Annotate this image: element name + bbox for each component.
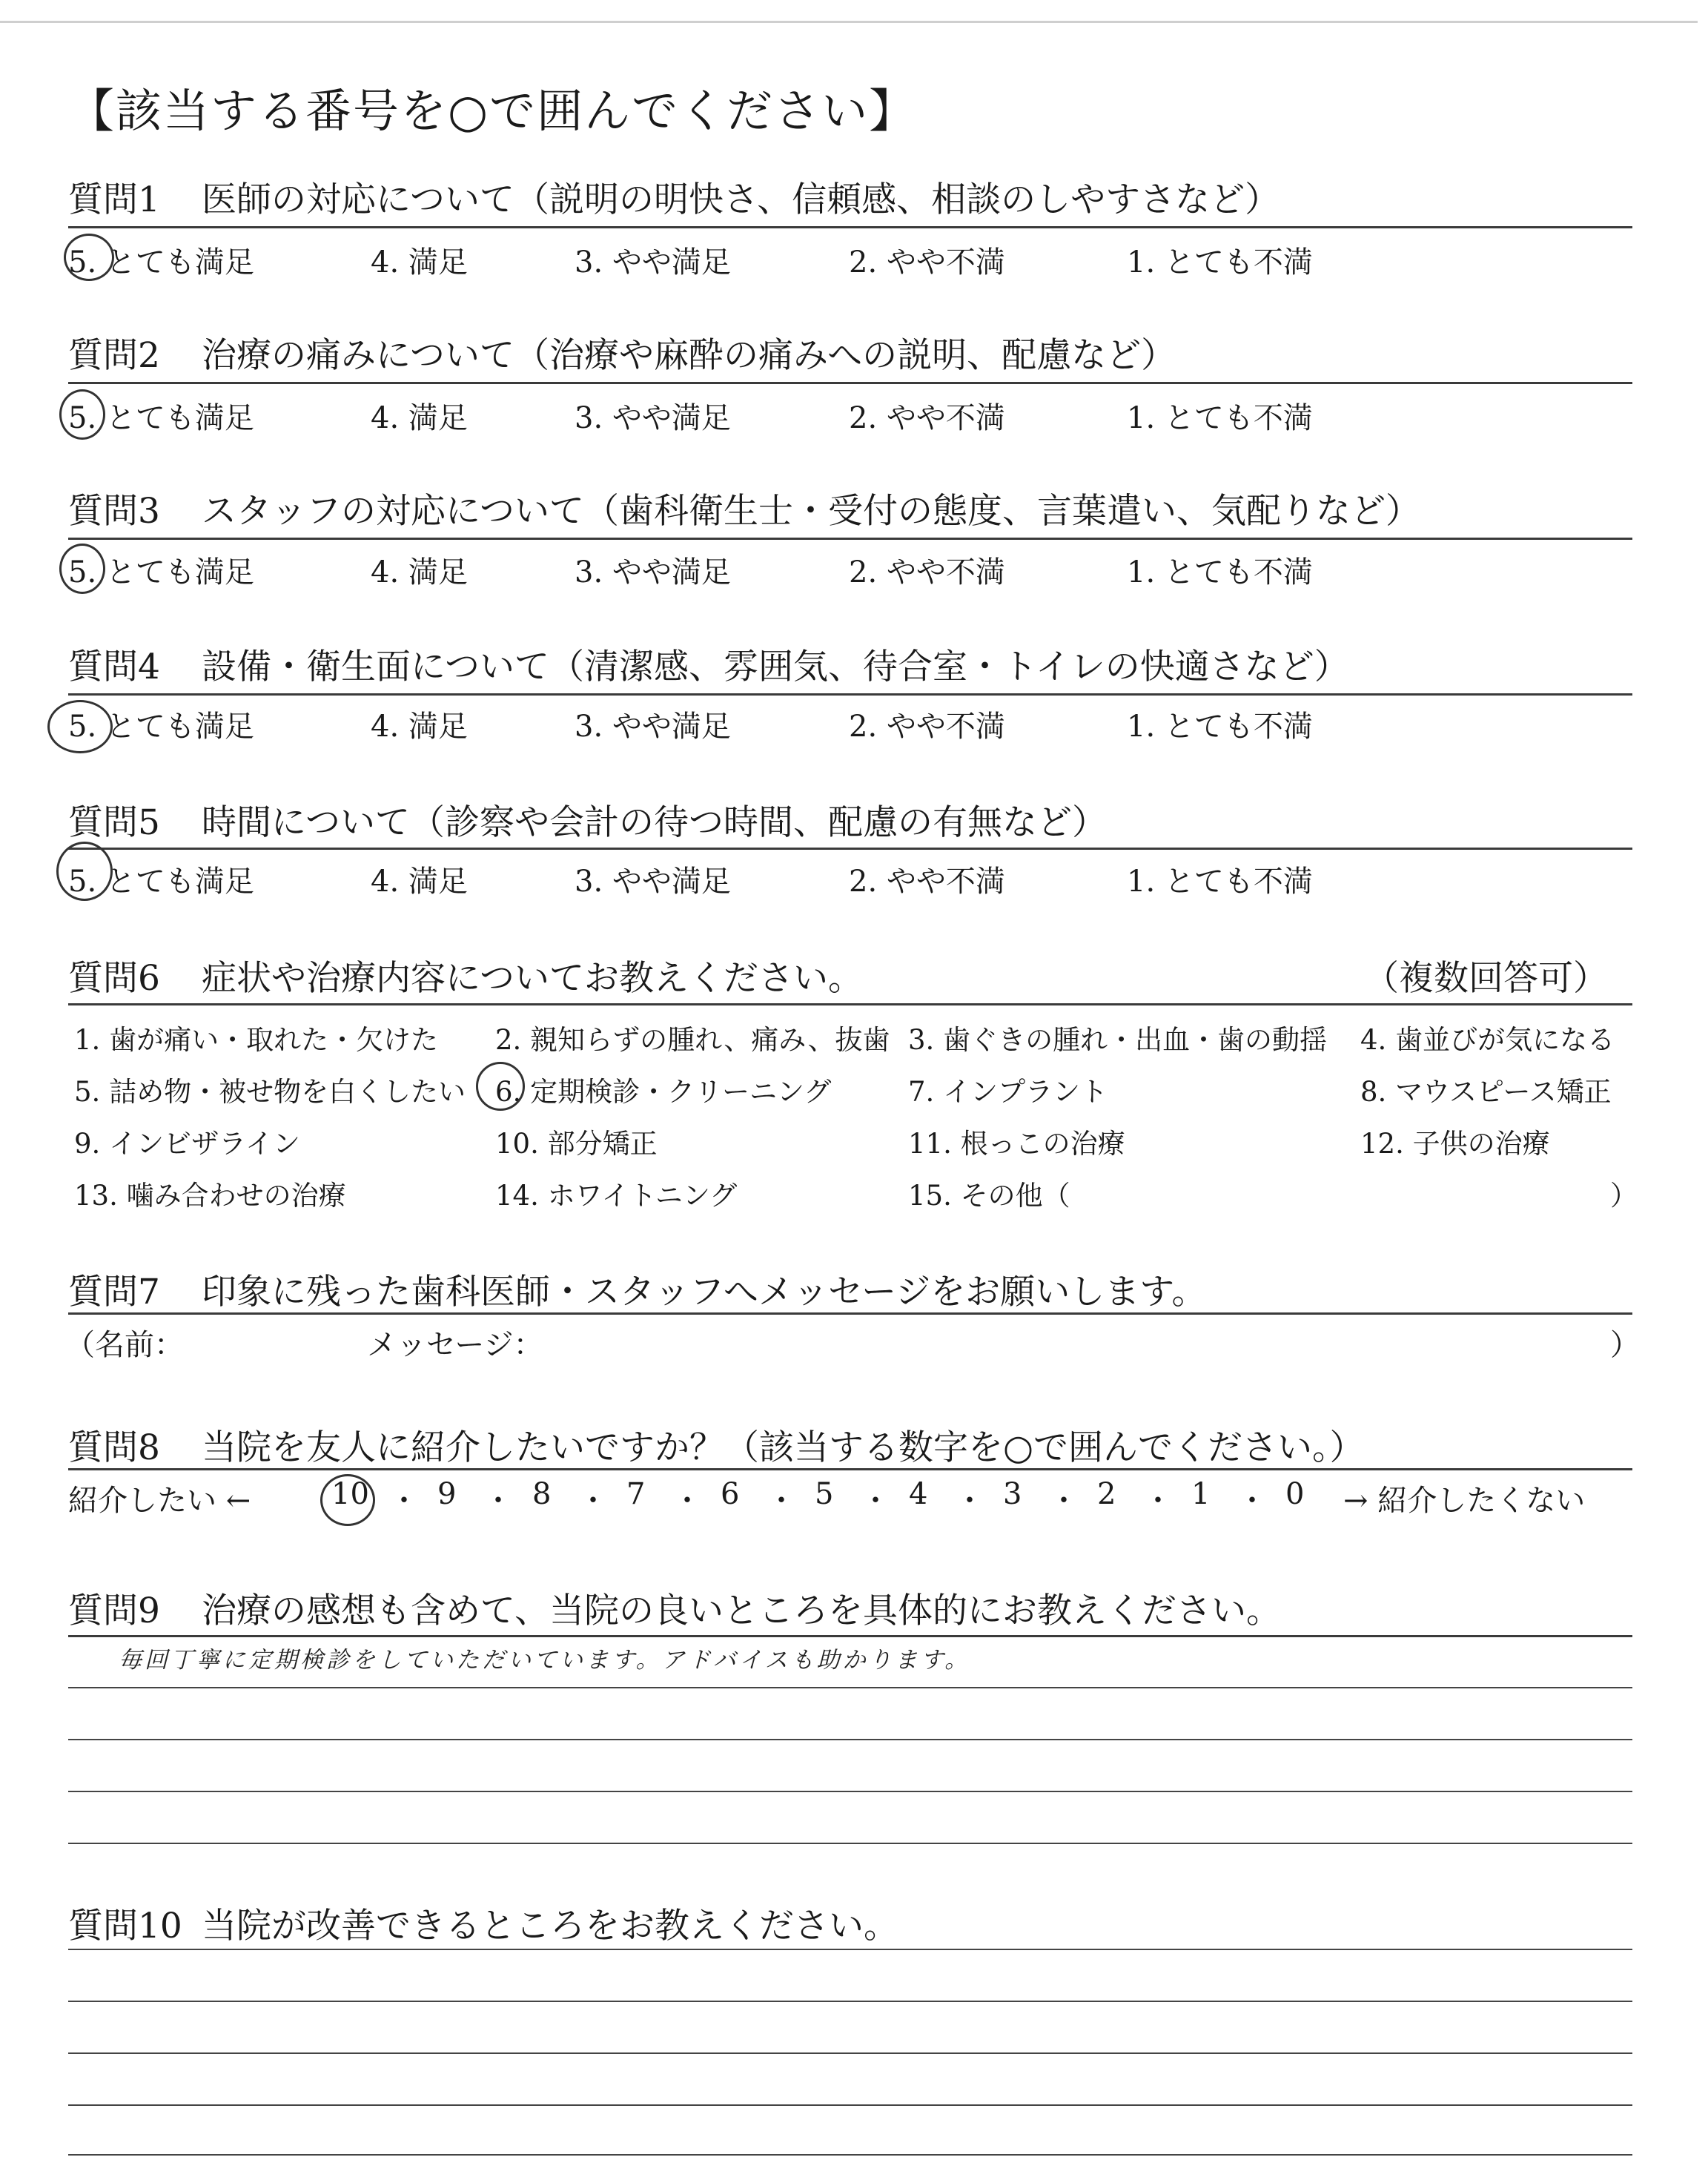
question-number: 質問8 <box>68 1427 160 1468</box>
selected-answer-circle <box>476 1062 525 1111</box>
answer-line <box>68 1791 1632 1792</box>
option-1[interactable]: 1. とても不満 <box>1127 710 1313 744</box>
option-5[interactable]: 5. とても満足 <box>68 710 254 744</box>
question-text: 時間について（診察や会計の待つ時間、配慮の有無など） <box>202 802 1108 843</box>
answer-line <box>68 1739 1632 1740</box>
scale-5[interactable]: 5 <box>815 1477 834 1511</box>
option-3[interactable]: 3. やや満足 <box>575 865 731 899</box>
option-4[interactable]: 4. 満足 <box>371 555 468 589</box>
symptom-item-11[interactable]: 11. 根っこの治療 <box>908 1128 1125 1160</box>
symptom-item-2[interactable]: 2. 親知らずの腫れ、痛み、抜歯 <box>495 1024 890 1056</box>
scale-separator: ・ <box>861 1484 890 1518</box>
other-close-paren: ） <box>1610 1180 1638 1212</box>
question-2 <box>68 328 1176 377</box>
scale-0[interactable]: 0 <box>1285 1477 1305 1511</box>
option-3[interactable]: 3. やや満足 <box>575 401 731 435</box>
question-number: 質問1 <box>68 179 160 220</box>
question-text: 症状や治療内容についてお教えください。 <box>202 958 864 999</box>
symptom-item-6[interactable]: 6. 定期検診・クリーニング <box>495 1076 832 1108</box>
scale-7[interactable]: 7 <box>626 1477 646 1511</box>
scale-separator: ・ <box>1049 1484 1079 1518</box>
question-rule <box>68 693 1632 696</box>
option-1[interactable]: 1. とても不満 <box>1127 401 1313 435</box>
question-4 <box>68 639 1349 689</box>
question-number: 質問9 <box>68 1591 160 1631</box>
recommend-right-label: → 紹介したくない <box>1343 1484 1586 1518</box>
selected-answer-circle <box>47 700 113 753</box>
option-2[interactable]: 2. やや不満 <box>849 865 1005 899</box>
question-number: 質問5 <box>68 802 160 843</box>
scale-separator: ・ <box>1237 1484 1267 1518</box>
option-4[interactable]: 4. 満足 <box>371 865 468 899</box>
option-4[interactable]: 4. 満足 <box>371 710 468 744</box>
option-2[interactable]: 2. やや不満 <box>849 555 1005 589</box>
answer-line <box>68 1949 1632 1950</box>
question-5 <box>68 795 1107 845</box>
question-10 <box>68 1898 898 1948</box>
question-rule <box>68 226 1632 228</box>
question-text: 印象に残った歯科医師・スタッフへメッセージをお願いします。 <box>202 1272 1207 1312</box>
scale-separator: ・ <box>955 1484 984 1518</box>
scale-4[interactable]: 4 <box>909 1477 928 1511</box>
answer-line <box>68 2001 1632 2002</box>
symptom-item-3[interactable]: 3. 歯ぐきの腫れ・出血・歯の動揺 <box>908 1024 1328 1056</box>
option-5[interactable]: 5. とても満足 <box>68 245 254 280</box>
symptom-item-1[interactable]: 1. 歯が痛い・取れた・欠けた <box>74 1024 439 1056</box>
recommend-left-label: 紹介したい ← <box>68 1484 251 1518</box>
scale-3[interactable]: 3 <box>1003 1477 1022 1511</box>
question-text: 当院を友人に紹介したいですか？（該当する数字を○で囲んでください。） <box>202 1427 1365 1468</box>
symptom-item-12[interactable]: 12. 子供の治療 <box>1360 1128 1550 1160</box>
scale-6[interactable]: 6 <box>721 1477 740 1511</box>
scale-separator: ・ <box>672 1484 702 1518</box>
option-3[interactable]: 3. やや満足 <box>575 245 731 280</box>
selected-answer-circle <box>59 389 105 440</box>
symptom-item-15[interactable]: 15. その他（ <box>908 1180 1070 1212</box>
symptom-item-5[interactable]: 5. 詰め物・被せ物を白くしたい <box>74 1076 466 1108</box>
scale-separator: ・ <box>483 1484 513 1518</box>
option-5[interactable]: 5. とても満足 <box>68 865 254 899</box>
option-1[interactable]: 1. とても不満 <box>1127 555 1313 589</box>
scale-separator: ・ <box>389 1484 419 1518</box>
symptom-item-13[interactable]: 13. 噛み合わせの治療 <box>74 1180 346 1212</box>
symptom-item-9[interactable]: 9. インビザライン <box>74 1128 300 1160</box>
question-rule <box>68 848 1632 850</box>
scale-separator: ・ <box>767 1484 796 1518</box>
scale-2[interactable]: 2 <box>1097 1477 1116 1511</box>
symptom-item-4[interactable]: 4. 歯並びが気になる <box>1360 1024 1615 1056</box>
option-4[interactable]: 4. 満足 <box>371 401 468 435</box>
question-text: 治療の感想も含めて、当院の良いところを具体的にお教えください。 <box>202 1591 1282 1631</box>
scale-1[interactable]: 1 <box>1191 1477 1211 1511</box>
question-rule <box>68 1312 1632 1315</box>
option-3[interactable]: 3. やや満足 <box>575 555 731 589</box>
question-text: 治療の痛みについて（治療や麻酔の痛みへの説明、配慮など） <box>202 335 1176 376</box>
form-heading: 【該当する番号を○で囲んでください】 <box>68 84 917 138</box>
scale-8[interactable]: 8 <box>532 1477 552 1511</box>
multiple-answers-note: （複数回答可） <box>1364 958 1608 999</box>
message-label: メッセージ： <box>367 1328 543 1362</box>
symptom-item-8[interactable]: 8. マウスピース矯正 <box>1360 1076 1612 1108</box>
question-3 <box>68 483 1420 533</box>
option-5[interactable]: 5. とても満足 <box>68 555 254 589</box>
option-5[interactable]: 5. とても満足 <box>68 401 254 435</box>
symptom-item-7[interactable]: 7. インプラント <box>908 1076 1108 1108</box>
scale-separator: ・ <box>1143 1484 1173 1518</box>
option-3[interactable]: 3. やや満足 <box>575 710 731 744</box>
option-1[interactable]: 1. とても不満 <box>1127 865 1313 899</box>
question-number: 質問7 <box>68 1272 160 1312</box>
scale-10[interactable]: 10 <box>331 1477 369 1511</box>
symptom-item-10[interactable]: 10. 部分矯正 <box>495 1128 658 1160</box>
selected-answer-circle <box>64 234 114 281</box>
answer-line <box>68 1687 1632 1688</box>
question-number: 質問3 <box>68 491 160 532</box>
question-number: 質問4 <box>68 647 160 687</box>
question-number: 質問2 <box>68 335 160 376</box>
question-rule <box>68 1468 1632 1470</box>
symptom-item-14[interactable]: 14. ホワイトニング <box>495 1180 738 1212</box>
question-text: 設備・衛生面について（清潔感、雰囲気、待合室・トイレの快適さなど） <box>202 647 1349 687</box>
question-text: 医師の対応について（説明の明快さ、信頼感、相談のしやすさなど） <box>202 179 1280 220</box>
answer-line <box>68 2104 1632 2106</box>
option-2[interactable]: 2. やや不満 <box>849 401 1005 435</box>
question-7 <box>68 1264 1206 1314</box>
scan-edge-line <box>0 21 1698 23</box>
answer-line <box>68 2154 1632 2156</box>
option-1[interactable]: 1. とても不満 <box>1127 245 1313 280</box>
question-number: 質問10 <box>68 1906 182 1946</box>
scale-separator: ・ <box>578 1484 608 1518</box>
question-9 <box>68 1583 1281 1633</box>
question-8 <box>68 1420 1365 1470</box>
name-label: （名前： <box>65 1328 184 1362</box>
answer-line <box>68 1843 1632 1844</box>
question-6 <box>68 951 863 1000</box>
question-rule <box>68 1635 1632 1637</box>
selected-answer-circle <box>59 544 105 594</box>
question-number: 質問6 <box>68 958 160 999</box>
question-rule <box>68 538 1632 540</box>
question-rule <box>68 1003 1632 1005</box>
handwritten-answer: 毎回丁寧に定期検診をしていただいています。アドバイスも助かります。 <box>119 1647 971 1674</box>
question-text: スタッフの対応について（歯科衛生士・受付の態度、言葉遣い、気配りなど） <box>202 491 1421 532</box>
answer-line <box>68 2052 1632 2054</box>
option-2[interactable]: 2. やや不満 <box>849 710 1005 744</box>
question-rule <box>68 382 1632 384</box>
option-4[interactable]: 4. 満足 <box>371 245 468 280</box>
question-1 <box>68 172 1280 222</box>
question-text: 当院が改善できるところをお教えください。 <box>202 1906 898 1946</box>
message-close-paren: ） <box>1610 1328 1640 1362</box>
selected-answer-circle <box>56 842 113 901</box>
selected-answer-circle <box>320 1474 375 1526</box>
scale-9[interactable]: 9 <box>437 1477 457 1511</box>
option-2[interactable]: 2. やや不満 <box>849 245 1005 280</box>
